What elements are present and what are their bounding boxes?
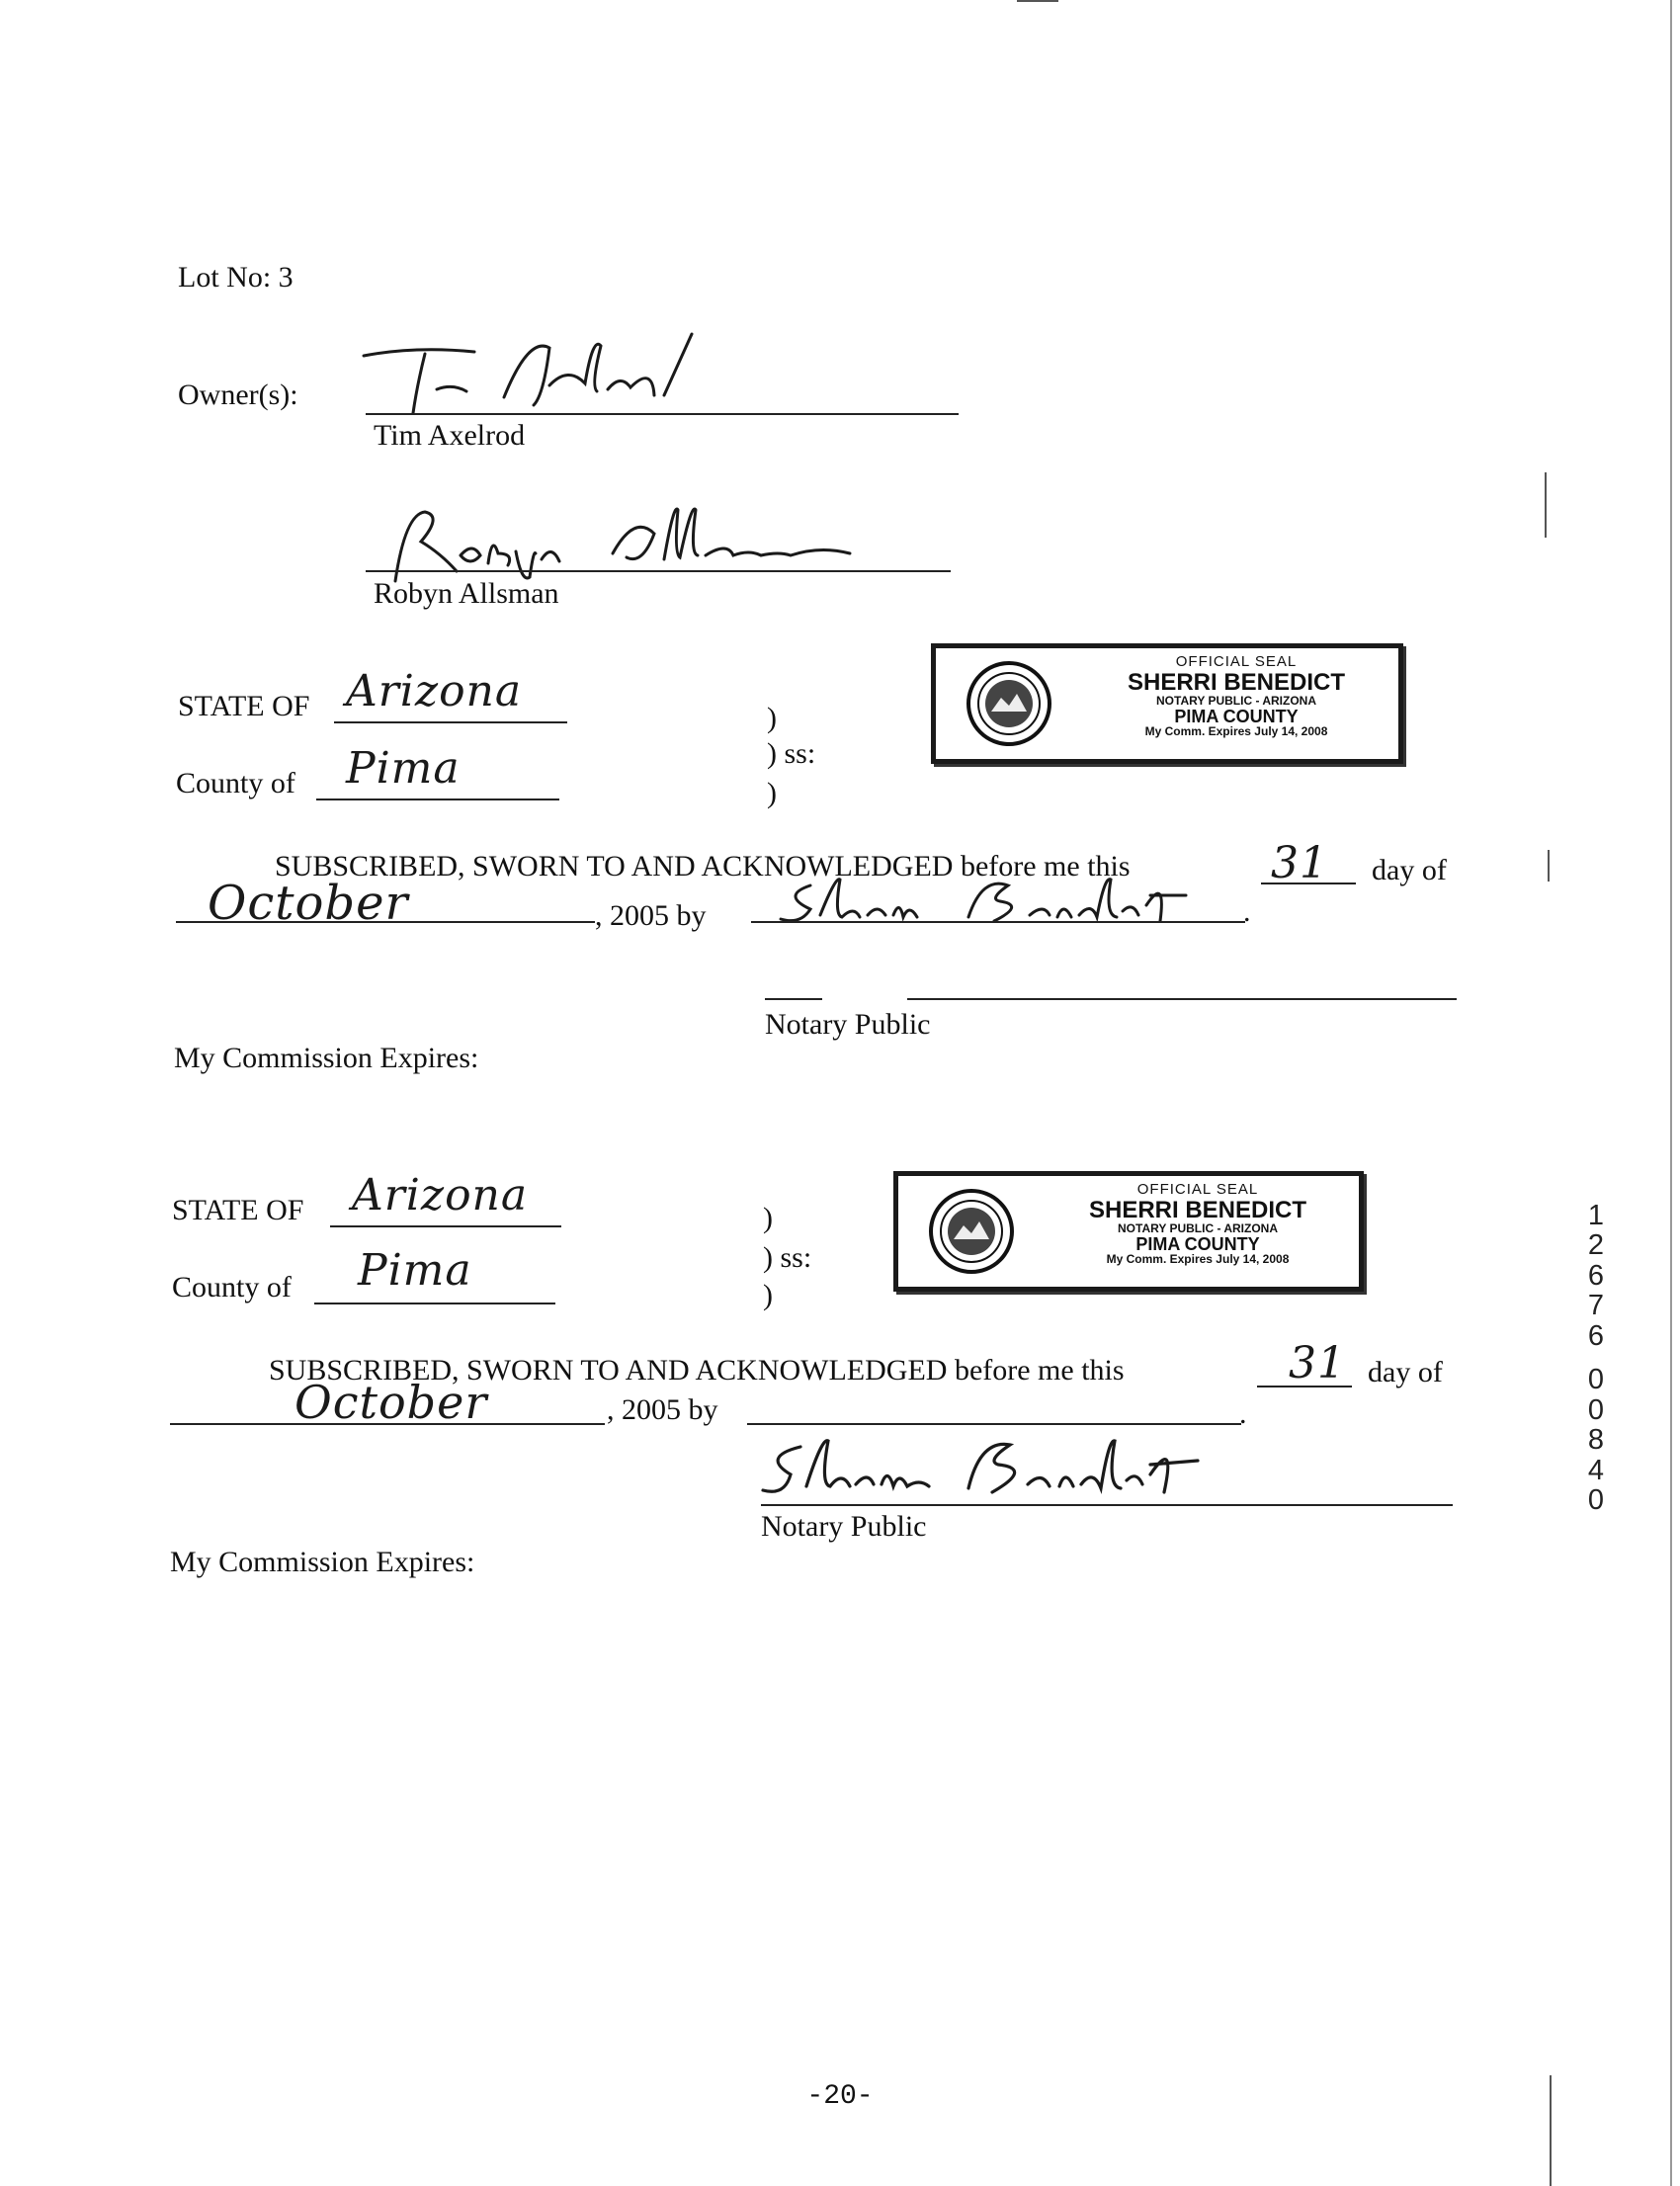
notary-signature-line (761, 1504, 1453, 1506)
notary-seal-stamp (893, 1171, 1364, 1292)
owner-printed-name: Tim Axelrod (374, 419, 526, 452)
day-line (1261, 883, 1356, 884)
lot-number: Lot No: 3 (178, 261, 294, 294)
state-line (334, 721, 567, 723)
page-number: -20- (806, 2081, 874, 2112)
county-label: County of (176, 767, 295, 799)
owner-printed-name: Robyn Allsman (374, 577, 559, 610)
notary-signature (751, 1431, 1245, 1506)
owner-signature-tim-axelrod (356, 326, 771, 425)
state-line (330, 1225, 561, 1227)
arizona-state-seal-icon (966, 660, 1052, 747)
day-line (1257, 1386, 1352, 1387)
arizona-state-seal-icon (928, 1188, 1015, 1275)
venue-paren: ) (763, 1279, 773, 1311)
county-value: Pima (346, 743, 461, 794)
owner-signature-line (366, 570, 951, 572)
county-line (316, 799, 559, 800)
acknowledged-by-line (747, 1423, 1241, 1425)
acknowledged-by-period: . (1239, 1397, 1247, 1430)
commission-expires-label: My Commission Expires: (174, 1042, 479, 1074)
scan-edge-mark (1548, 850, 1550, 882)
scan-edge-mark (1670, 0, 1672, 2186)
seal-role: NOTARY PUBLIC - ARIZONA (1156, 693, 1316, 708)
day-of-text: day of (1372, 854, 1447, 886)
venue-paren: ) (767, 702, 777, 734)
county-line (314, 1303, 555, 1304)
seal-county: PIMA COUNTY (1174, 706, 1299, 726)
seal-title: OFFICIAL SEAL (1175, 653, 1298, 670)
notary-public-label: Notary Public (761, 1510, 927, 1543)
day-of-text: day of (1368, 1356, 1443, 1388)
seal-county: PIMA COUNTY (1135, 1233, 1260, 1254)
state-label: STATE OF (172, 1194, 304, 1226)
recording-number: 1 2 6 7 6 0 0 8 4 0 (1587, 1200, 1605, 1516)
sworn-text: SUBSCRIBED, SWORN TO AND ACKNOWLEDGED before me this (269, 1354, 1125, 1387)
sworn-text: SUBSCRIBED, SWORN TO AND ACKNOWLEDGED before me this (275, 850, 1131, 883)
county-value: Pima (358, 1245, 472, 1296)
seal-title: OFFICIAL SEAL (1136, 1181, 1259, 1198)
day-value: 31 (1289, 1338, 1346, 1388)
month-value: October (208, 876, 409, 931)
scan-edge-mark (1545, 472, 1547, 538)
year-text: , 2005 by (607, 1393, 718, 1426)
month-line (170, 1423, 605, 1425)
notary-signature-line-left (765, 998, 822, 1000)
notary-public-label: Notary Public (765, 1008, 931, 1041)
acknowledged-by-period: . (1243, 895, 1251, 928)
year-text: , 2005 by (595, 899, 707, 932)
month-line (176, 921, 595, 923)
seal-expires: My Comm. Expires July 14, 2008 (1106, 1252, 1290, 1267)
venue-ss: ) ss: (763, 1241, 812, 1274)
owners-label: Owner(s): (178, 378, 298, 411)
month-value: October (294, 1376, 488, 1429)
notary-seal-stamp (931, 643, 1403, 764)
venue-ss: ) ss: (767, 737, 816, 770)
acknowledged-by-signature (771, 866, 1245, 935)
seal-role: NOTARY PUBLIC - ARIZONA (1118, 1220, 1278, 1235)
state-value: Arizona (352, 1170, 529, 1220)
state-label: STATE OF (178, 690, 310, 722)
state-value: Arizona (346, 666, 523, 716)
owner-signature-line (366, 413, 959, 415)
notary-signature-line-right (907, 998, 1457, 1000)
seal-name: SHERRI BENEDICT (1127, 668, 1346, 696)
scan-edge-mark (1017, 0, 1058, 2)
seal-name: SHERRI BENEDICT (1088, 1196, 1307, 1223)
day-value: 31 (1271, 838, 1328, 888)
seal-expires: My Comm. Expires July 14, 2008 (1144, 724, 1328, 739)
venue-paren: ) (763, 1202, 773, 1234)
acknowledged-by-line (751, 921, 1245, 923)
commission-expires-label: My Commission Expires: (170, 1546, 475, 1578)
county-label: County of (172, 1271, 292, 1303)
owner-signature-robyn-allsman (385, 494, 860, 588)
venue-paren: ) (767, 777, 777, 809)
